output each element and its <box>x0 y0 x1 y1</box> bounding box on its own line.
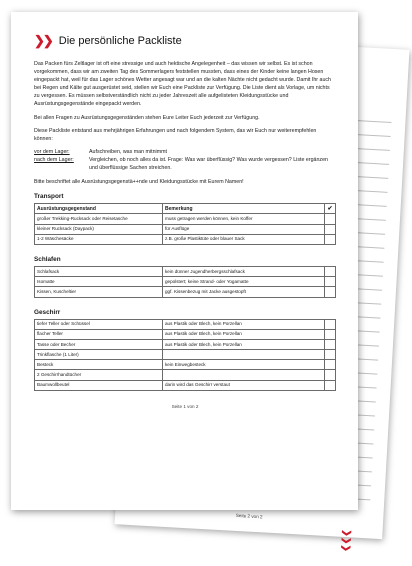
table-row <box>35 319 336 329</box>
item-cell: großer Trekking-Rucksack oder Reisetasche <box>35 214 163 224</box>
table-row <box>35 287 336 297</box>
before-desc: Aufschreiben, was man mitnimmt <box>89 148 168 155</box>
note-cell <box>163 370 325 380</box>
checkbox-cell[interactable] <box>325 380 336 390</box>
chevron-icon: ❯❯❯ <box>341 529 353 553</box>
column-header-note: Bemerkung <box>163 204 325 214</box>
checkbox-cell[interactable] <box>325 214 336 224</box>
labeling-paragraph: Bitte beschriftet alle Ausrüstungsgegenstä++nde und Kleidungsstücke mit Eurem Namen! <box>34 179 244 186</box>
page-1-sheet <box>11 12 358 510</box>
column-header-item: Ausrüstungsgegenstand <box>35 204 163 214</box>
intro-paragraph: Das Packen fürs Zeltlager ist oft eine stressige und auch hektische Angelegenheit – das wissen wir selbst. Es ist schon vorgekommen, dass wir am zweiten Tag des Sommerlagers feststellen mussten, dass eines der Kinder keine langen Hosen eingepackt hat, weil für das Lager schönes Wetter angesagt war und an die kalten Nächte nicht gedacht wurde. Damit Ihr auch bei Regen und Kälte gut ausgerüstet seid, stellen wir Euch eine Packliste zur Verfügung. Die Liste dient als Vorlage, um nichts zu vergessen. Es müssen selbstverständlich nicht zu jeder Jahreszeit alle aufgelisteten Kleidungsstücke und Ausrüstungsgegenstände eingepackt werden. <box>34 61 331 108</box>
note-cell: aus Plastik oder Blech, kein Porzellan <box>163 339 325 349</box>
checkbox-cell[interactable] <box>325 234 336 244</box>
note-cell: für Ausflüge <box>163 224 325 234</box>
table-row <box>35 380 336 390</box>
item-cell: Baumwollbeutel <box>35 380 163 390</box>
note-cell: aus Plastik oder Blech, kein Porzellan <box>163 329 325 339</box>
item-cell: tiefer Teller oder Schüssel <box>35 319 163 329</box>
after-camp-row <box>34 156 336 172</box>
table-row <box>35 329 336 339</box>
table-row <box>35 234 336 244</box>
page-2-footer: Seite 2 von 2 <box>235 512 263 520</box>
checkbox-cell[interactable] <box>325 370 336 380</box>
section-heading: Schlafen <box>34 255 61 263</box>
after-term: nach dem Lager: <box>34 156 74 163</box>
checkbox-cell[interactable] <box>325 360 336 370</box>
note-cell: muss getragen werden können, kein Koffer <box>163 214 325 224</box>
table-row <box>35 339 336 349</box>
system-paragraph: Diese Packliste entstand aus mehrjährigen Erfahrungen und nach folgendem System, das wir Euch nur weiterempfehlen können: <box>34 127 317 142</box>
item-cell: flacher Teller <box>35 329 163 339</box>
section-schlafen <box>34 255 336 298</box>
note-cell: aus Plastik oder Blech, kein Porzellan <box>163 319 325 329</box>
note-cell: darin wird das Geschirr verstaut <box>163 380 325 390</box>
checkbox-cell[interactable] <box>325 339 336 349</box>
item-cell: Trinkflasche (1 Liter) <box>35 350 163 360</box>
checkbox-cell[interactable] <box>325 266 336 276</box>
checkbox-cell[interactable] <box>325 329 336 339</box>
item-cell: kleiner Rucksack (Daypack) <box>35 224 163 234</box>
checkbox-cell[interactable] <box>325 224 336 234</box>
packing-table <box>34 319 336 391</box>
note-cell: kein Einwegbesteck <box>163 360 325 370</box>
note-cell <box>163 350 325 360</box>
table-row <box>35 266 336 276</box>
section-transport <box>34 192 336 245</box>
item-cell: 2 Geschirrhandtücher <box>35 370 163 380</box>
note-cell: kein dünner Jugendherbergsschlafsack <box>163 266 325 276</box>
brand-chevron-icon: ❯❯ <box>34 33 52 48</box>
table-row <box>35 214 336 224</box>
table-row <box>35 370 336 380</box>
checkbox-cell[interactable] <box>325 319 336 329</box>
before-camp-row <box>34 148 336 156</box>
table-header-row <box>35 204 336 214</box>
item-cell: Tasse oder Becher <box>35 339 163 349</box>
packing-table <box>34 203 336 245</box>
section-heading: Transport <box>34 193 64 201</box>
table-row <box>35 224 336 234</box>
document-title: Die persönliche Packliste <box>58 35 182 47</box>
note-cell: z.B. große Plastiktüte oder blauer Sack <box>163 234 325 244</box>
document-header <box>34 34 336 48</box>
packing-table <box>34 266 336 298</box>
note-cell: gepolstert; keine Strand- oder Yogamatte <box>163 277 325 287</box>
item-cell: Schlafsack <box>35 266 163 276</box>
table-row <box>35 360 336 370</box>
page-1-footer: Seite 1 von 2 <box>171 403 199 409</box>
item-cell: Isomatte <box>35 277 163 287</box>
item-cell: Besteck <box>35 360 163 370</box>
section-geschirr <box>34 308 336 391</box>
column-header-check: ✔ <box>325 204 336 214</box>
table-row <box>35 277 336 287</box>
checkbox-cell[interactable] <box>325 277 336 287</box>
note-cell: ggf. Kissenbezug mit Jacke ausgestopft <box>163 287 325 297</box>
section-heading: Geschirr <box>34 308 61 316</box>
before-term: vor dem Lager: <box>34 148 70 155</box>
item-cell: Kissen, Kuscheltier <box>35 287 163 297</box>
checkbox-cell[interactable] <box>325 287 336 297</box>
item-cell: 1-2 Wäschesäcke <box>35 234 163 244</box>
checkbox-cell[interactable] <box>325 350 336 360</box>
table-row <box>35 350 336 360</box>
after-desc: Vergleichen, ob noch alles da ist. Frage: Was war überflüssig? Was wurde vergessen? Liste ergänzen und überflüssige Sachen streichen. <box>89 156 328 172</box>
questions-paragraph: Bei allen Fragen zu Ausrüstungsgegenständen stehen Eure Leiter Euch jederzeit zur Verfügung. <box>34 114 260 121</box>
